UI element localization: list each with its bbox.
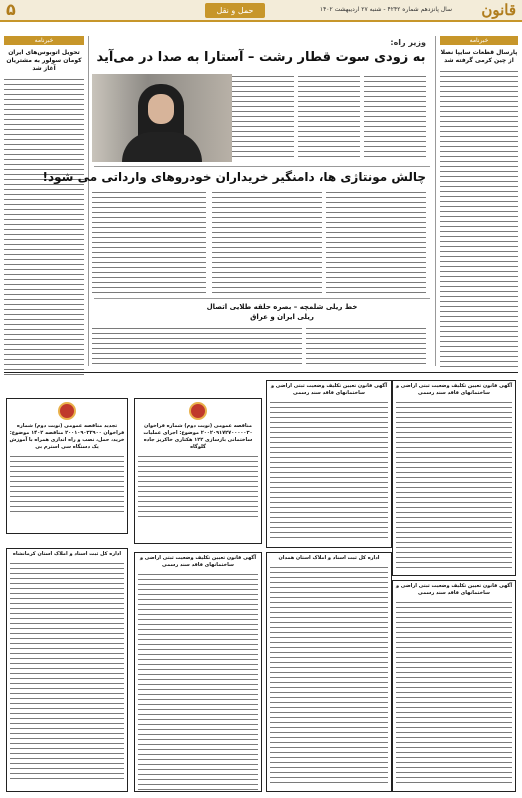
registry-ad: آگهی قانون تعیین تکلیف وضعیت ثبتی اراضی و ساختمانهای فاقد سند رسمی: [392, 380, 516, 576]
third-body-col: [92, 326, 302, 366]
column-divider: [88, 36, 89, 366]
left-column-title: تحویل اتوبوس‌های ایران کومان سولور به مشتریان آغاز شد: [6, 49, 82, 72]
registry-ad: آگهی قانون تعیین تکلیف وضعیت ثبتی اراضی و ساختمانهای فاقد سند رسمی: [266, 380, 392, 548]
section-label: حمل و نقل: [205, 3, 265, 18]
right-column-title: پارسال قطعات سایپا نصلا از چین کرمی گرفته شد: [440, 49, 518, 64]
section-rule: [94, 298, 430, 299]
registry-ad: آگهی قانون تعیین تکلیف وضعیت ثبتی اراضی و ساختمانهای فاقد سند رسمی: [392, 580, 516, 792]
right-column-body: [440, 69, 518, 369]
left-column-tag: خبرنامه: [4, 36, 84, 45]
second-body-col: [92, 190, 206, 294]
lead-kicker: وزیر راه:: [390, 38, 426, 47]
lead-headline: به زودی سوت قطار رشت – آستارا به صدا در می‌آید: [96, 50, 426, 65]
org-seal-icon: [58, 402, 76, 420]
lead-body-col: [224, 74, 294, 160]
issue-line: سال پانزدهم شماره ۴۲۴۲ - شنبه ۲۷ اردیبهشت ۱۴۰۲: [319, 6, 452, 13]
third-headline: خط ریلی شلمچه – بصره حلقه طلایی اتصال ریلی ایران و عراق: [206, 303, 358, 321]
minister-photo: [92, 74, 232, 162]
section-rule: [94, 166, 430, 167]
page-number: ۵: [6, 0, 16, 19]
right-news-column: [440, 36, 518, 369]
registry-ad: اداره کل ثبت اسناد و املاک استان همدان: [266, 552, 392, 792]
second-body-col: [326, 190, 426, 294]
column-divider: [435, 36, 436, 366]
org-seal-icon: [189, 402, 207, 420]
second-headline: چالش مونتاژی ها، دامنگیر خریداران خودروهای وارداتی می شود!: [42, 170, 426, 184]
newspaper-logo: قانون: [481, 1, 516, 19]
registry-ad: اداره کل ثبت اسناد و املاک استان کرمانشاه: [6, 548, 128, 792]
tender-ad: تجدید مناقصه عمومی (نوبت دوم) شماره فراخوان ۲۰۰۱۰۹۰۳۲۹۰۰ مناقصه ۱۴۰۲ موضوع: خرید، حمل، نصب و راه اندازی همراه با آموزش یک دستگاه سی استرم بی: [6, 398, 128, 534]
lead-body-col: [364, 74, 426, 160]
registry-ad: آگهی قانون تعیین تکلیف وضعیت ثبتی اراضی و ساختمانهای فاقد سند رسمی: [134, 552, 262, 792]
tender-ad: مناقصه عمومی (نوبت دوم) شماره فراخوان ۲۰۰۲۰۹۱۷۲۷۰۰۰۰۰۳۰ موضوع: اجرای عملیات ساختمانی بازسازی ۱۲۲ هکتاری خاکریز جاده گلوگاه: [134, 398, 262, 544]
masthead: [0, 0, 522, 22]
second-body-col: [212, 190, 322, 294]
left-news-column: [4, 36, 84, 377]
ads-top-rule: [4, 372, 518, 373]
right-column-tag: خبرنامه: [440, 36, 518, 45]
lead-body-col: [298, 74, 360, 160]
left-column-body: [4, 77, 84, 377]
third-body-col: [306, 326, 426, 366]
